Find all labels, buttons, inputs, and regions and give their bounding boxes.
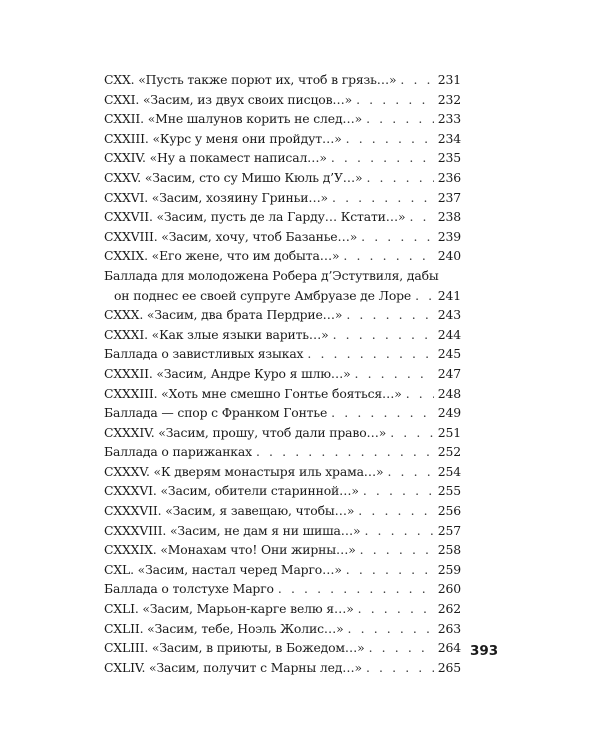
toc-entry-title: CXXIII. «Курс у меня они пройдут…» [104,130,342,146]
leader-dots [387,462,433,482]
toc-entry [104,423,461,443]
toc-entry-page: 236 [437,169,461,185]
leader-dots [358,501,434,521]
toc-entry-title: CXXII. «Мне шалунов корить не след…» [104,111,363,127]
toc-entry-page: 256 [437,503,461,519]
leader-dots [364,521,433,541]
leader-dots [307,344,433,364]
leader-dots [332,188,434,208]
toc-entry-page: 264 [437,640,461,656]
toc-entry-title: CXXXIII. «Хоть мне смешно Гонтье бояться…» [104,385,402,401]
toc-entry-page: 244 [437,326,461,342]
toc-entry-title: CXXVI. «Засим, хозяину Гриньи…» [104,189,328,205]
toc-entry-page: 258 [437,542,461,558]
toc-entry-title: CXLIV. «Засим, получит с Марны лед…» [104,659,362,675]
toc-entry [104,638,461,658]
leader-dots [415,286,434,306]
leader-dots [348,619,434,639]
leader-dots [355,364,434,384]
leader-dots [409,207,433,227]
toc-entry [104,560,461,580]
leader-dots [346,305,433,325]
toc-entry-title: CXXVII. «Засим, пусть де ла Гарду… Кстати…» [104,209,406,225]
toc-entry-page: 235 [437,150,461,166]
toc-entry-page: 251 [437,424,461,440]
toc-entry [104,462,461,482]
toc-entry-page: 231 [437,72,461,87]
toc-entry-page: 265 [437,659,461,675]
leader-dots [360,540,434,560]
toc-entry-page: 252 [437,444,461,460]
toc-entry [104,442,461,462]
toc-entry [104,129,461,149]
leader-dots [369,638,434,658]
toc-entry-title: CXXXII. «Засим, Андре Куро я шлю…» [104,365,351,381]
toc-entry-title: CXXXV. «К дверям монастыря иль храма…» [104,463,384,479]
leader-dots [361,227,434,247]
toc-entry-page: 232 [437,91,461,107]
toc-entry [104,501,461,521]
leader-dots [356,90,434,110]
toc-entry-title: CXXXVIII. «Засим, не дам я ни шиша…» [104,522,361,538]
leader-dots [346,129,434,149]
toc-entry-page: 245 [437,346,461,362]
toc-entry-page: 249 [437,405,461,421]
toc-entry [104,305,461,325]
toc-entry-page: 237 [437,189,461,205]
table-of-contents [104,70,461,677]
toc-entry-page: 240 [437,248,461,264]
toc-entry-title: CXXV. «Засим, сто су Мишо Кюль д’У…» [104,169,363,185]
page-number: 393 [470,643,499,659]
toc-entry-page: 233 [437,111,461,127]
toc-entry-page: 241 [437,287,461,303]
toc-entry-page: 234 [437,130,461,146]
leader-dots [363,481,434,501]
toc-entry-title: CXXXI. «Как злые языки варить…» [104,326,329,342]
toc-entry-title: CXXIX. «Его жене, что им добыта…» [104,248,340,264]
toc-entry [104,207,461,227]
toc-entry-title: Баллада о завистливых языках [104,346,304,362]
toc-entry-title: CXXX. «Засим, два брата Пердрие…» [104,307,343,323]
leader-dots [333,325,434,345]
leader-dots [366,168,433,188]
leader-dots [331,148,434,168]
toc-entry [104,109,461,129]
toc-entry-title: CXLI. «Засим, Марьон-карге велю я…» [104,601,354,617]
toc-entry [104,227,461,247]
leader-dots [366,658,434,678]
toc-entry-title: CXXVIII. «Засим, хочу, чтоб Базанье…» [104,228,358,244]
toc-entry [104,658,461,678]
toc-entry-page: 247 [437,365,461,381]
toc-entry-page: 239 [437,228,461,244]
toc-entry-title: CXXXIX. «Монахам что! Они жирны…» [104,542,356,558]
toc-entry-title-continuation: он поднес ее своей супруге Амбруазе де Лоре [114,287,412,303]
leader-dots [400,70,433,90]
leader-dots [343,246,433,266]
toc-entry [104,266,461,305]
leader-dots [256,442,434,462]
toc-entry-title: CXX. «Пусть также порют их, чтоб в грязь…» [104,72,397,87]
toc-entry [104,599,461,619]
toc-entry-title: CXXXVI. «Засим, обители старинной…» [104,483,359,499]
toc-entry-page: 257 [437,522,461,538]
toc-entry [104,364,461,384]
toc-entry [104,246,461,266]
leader-dots [406,384,434,404]
toc-entry-title: Баллада о толстухе Марго [104,581,274,597]
leader-dots [331,403,434,423]
toc-entry-page: 248 [437,385,461,401]
toc-entry-title: CXLII. «Засим, тебе, Ноэль Жолис…» [104,620,344,636]
toc-entry-title: CXXXIV. «Засим, прошу, чтоб дали право…» [104,424,387,440]
toc-entry-title: CXXIV. «Ну а покамест написал…» [104,150,327,166]
toc-entry-page: 255 [437,483,461,499]
toc-entry-page: 238 [437,209,461,225]
leader-dots [358,599,434,619]
toc-entry [104,344,461,364]
toc-entry [104,403,461,423]
toc-entry [104,168,461,188]
toc-entry-title: CXL. «Засим, настал черед Марго…» [104,561,342,577]
toc-entry [104,481,461,501]
toc-entry [104,540,461,560]
toc-entry-page: 262 [437,601,461,617]
toc-entry-page: 243 [437,307,461,323]
toc-entry-title: CXLIII. «Засим, в приюты, в Божедом…» [104,640,365,656]
toc-entry [104,188,461,208]
toc-entry [104,521,461,541]
leader-dots [366,109,434,129]
toc-entry [104,70,461,90]
toc-entry-title: Баллада — спор с Франком Гонтье [104,405,328,421]
toc-entry-page: 254 [437,463,461,479]
toc-entry [104,325,461,345]
toc-entry [104,579,461,599]
leader-dots [346,560,434,580]
toc-entry-title: Баллада о парижанках [104,444,252,460]
toc-entry-page: 263 [437,620,461,636]
toc-entry-page: 260 [437,581,461,597]
toc-entry-title: Баллада для молодожена Робера д’Эстутвиля, дабы [104,267,439,283]
toc-entry [104,90,461,110]
toc-entry-page: 259 [437,561,461,577]
leader-dots [390,423,434,443]
toc-entry [104,148,461,168]
toc-entry [104,619,461,639]
leader-dots [278,579,434,599]
toc-entry-title: CXXXVII. «Засим, я завещаю, чтобы…» [104,503,355,519]
toc-entry [104,384,461,404]
toc-entry-title: CXXI. «Засим, из двух своих писцов…» [104,91,353,107]
